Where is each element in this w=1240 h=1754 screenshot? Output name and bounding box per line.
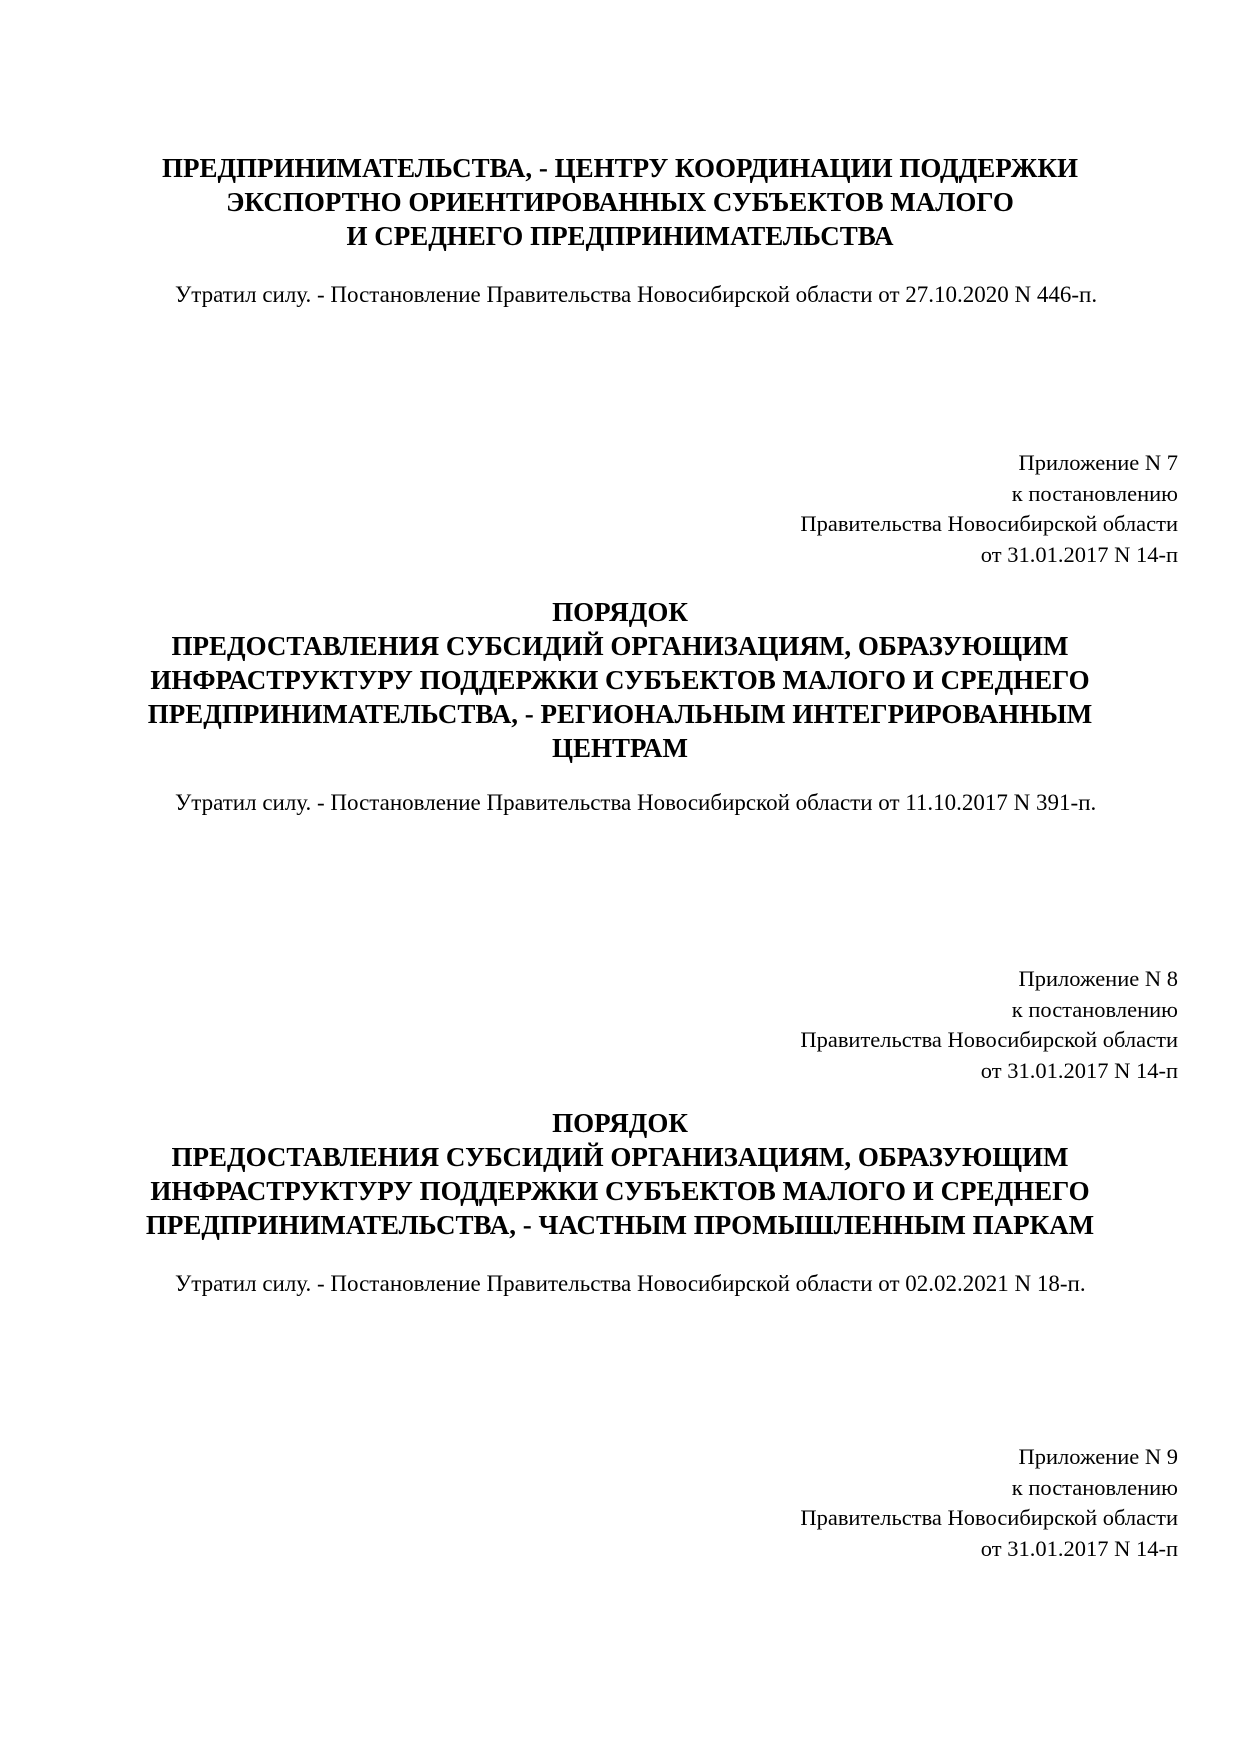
appendix-line: к постановлению [1011, 480, 1178, 506]
appendix-8-header [800, 964, 1178, 1086]
repeal-note: Утратил силу. - Постановление Правительства Новосибирской области от 02.02.2021 N 18-п. [175, 1271, 1086, 1296]
heading-line: ПОРЯДОК [552, 597, 688, 627]
appendix-number: Приложение N 7 [1018, 450, 1178, 475]
repeal-note: Утратил силу. - Постановление Правительства Новосибирской области от 11.10.2017 N 391-п. [175, 790, 1097, 815]
heading-line: ПРЕДПРИНИМАТЕЛЬСТВА, - РЕГИОНАЛЬНЫМ ИНТЕГРИРОВАННЫМ [147, 699, 1093, 729]
heading-line: И СРЕДНЕГО ПРЕДПРИНИМАТЕЛЬСТВА [346, 221, 894, 251]
heading-line: ПРЕДПРИНИМАТЕЛЬСТВА, - ЦЕНТРУ КООРДИНАЦИИ ПОДДЕРЖКИ [161, 153, 1079, 183]
heading-line: ПРЕДПРИНИМАТЕЛЬСТВА, - ЧАСТНЫМ ПРОМЫШЛЕННЫМ ПАРКАМ [145, 1210, 1095, 1240]
appendix-number: Приложение N 8 [1018, 966, 1178, 991]
appendix-line: к постановлению [1011, 996, 1178, 1022]
appendix-7-header [800, 448, 1178, 570]
appendix-line: от 31.01.2017 N 14-п [980, 1057, 1178, 1083]
heading-line: ЦЕНТРАМ [551, 733, 689, 763]
appendix-line: Правительства Новосибирской области [800, 511, 1178, 536]
section-2-heading [0, 1106, 1240, 1242]
appendix-line: от 31.01.2017 N 14-п [980, 541, 1178, 567]
heading-line: ИНФРАСТРУКТУРУ ПОДДЕРЖКИ СУБЪЕКТОВ МАЛОГО И СРЕДНЕГО [150, 1176, 1090, 1206]
appendix-line: Правительства Новосибирской области [800, 1505, 1178, 1530]
appendix-number: Приложение N 9 [1018, 1444, 1178, 1469]
section-1-heading [0, 595, 1240, 765]
heading-line: ПРЕДОСТАВЛЕНИЯ СУБСИДИЙ ОРГАНИЗАЦИЯМ, ОБРАЗУЮЩИМ [171, 1142, 1069, 1172]
section-0-heading [0, 151, 1240, 253]
heading-line: ПОРЯДОК [552, 1108, 688, 1138]
appendix-line: Правительства Новосибирской области [800, 1027, 1178, 1052]
appendix-9-header [800, 1442, 1178, 1564]
heading-line: ЭКСПОРТНО ОРИЕНТИРОВАННЫХ СУБЪЕКТОВ МАЛОГО [226, 187, 1014, 217]
repeal-note: Утратил силу. - Постановление Правительства Новосибирской области от 27.10.2020 N 446-п. [175, 282, 1098, 307]
heading-line: ИНФРАСТРУКТУРУ ПОДДЕРЖКИ СУБЪЕКТОВ МАЛОГО И СРЕДНЕГО [150, 665, 1090, 695]
appendix-line: от 31.01.2017 N 14-п [980, 1535, 1178, 1561]
heading-line: ПРЕДОСТАВЛЕНИЯ СУБСИДИЙ ОРГАНИЗАЦИЯМ, ОБРАЗУЮЩИМ [171, 631, 1069, 661]
appendix-line: к постановлению [1011, 1474, 1178, 1500]
